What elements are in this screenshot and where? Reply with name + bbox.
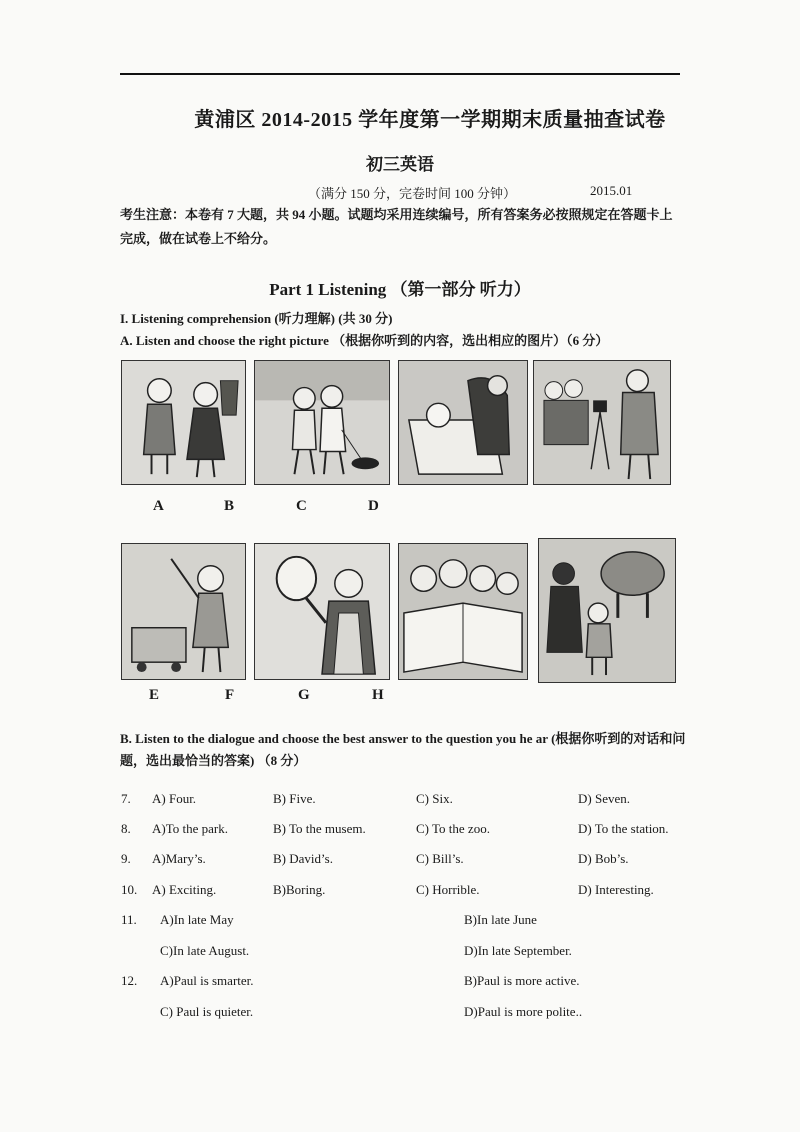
answer-option: D) Seven. — [578, 791, 630, 806]
picture-woman-with-pan — [254, 543, 390, 680]
answer-option: A) Exciting. — [152, 882, 217, 897]
answer-option: A) Four. — [152, 791, 197, 806]
answer-option: B) Five. — [273, 791, 316, 806]
answer-option: D) To the station. — [578, 821, 669, 836]
question-number: 7. — [121, 791, 131, 806]
picture-family-photo — [533, 360, 671, 485]
picture-couple-walking-dog — [254, 360, 390, 485]
picture-label-e: E — [149, 687, 160, 703]
picture-shopping-women — [121, 360, 246, 485]
exam-date: 2015.01 — [590, 183, 633, 198]
answer-option: B)In late June — [464, 912, 537, 927]
answer-option: A)To the park. — [152, 821, 228, 836]
answer-option: C) Bill’s. — [416, 851, 464, 866]
picture-elephant-zoo — [538, 538, 676, 683]
answer-option: B) To the musem. — [273, 821, 366, 836]
section-heading: I. Listening comprehension (听力理解) (共 30 分) — [120, 311, 393, 326]
question-number: 11. — [121, 912, 137, 927]
answer-option: A)Paul is smarter. — [160, 973, 254, 988]
picture-label-c: C — [296, 498, 307, 514]
question-number: 8. — [121, 821, 131, 836]
answer-option: C)In late August. — [160, 943, 250, 958]
answer-option: D)In late September. — [464, 943, 572, 958]
answer-option: D) Bob’s. — [578, 851, 629, 866]
section-a-instructions: A. Listen and choose the right picture （根据你听到的内容，选出相应的图片）（6 分） — [120, 333, 609, 348]
answer-option: C) Six. — [416, 791, 453, 806]
answer-option: A)Mary’s. — [152, 851, 206, 866]
answer-option: D) Interesting. — [578, 882, 654, 897]
picture-baby-in-cradle — [398, 360, 528, 485]
answer-option: A)In late May — [160, 912, 234, 927]
picture-label-g: G — [298, 687, 310, 703]
question-number: 10. — [121, 882, 138, 897]
top-rule — [120, 73, 680, 75]
part-heading: Part 1 Listening （第一部分 听力） — [269, 280, 531, 299]
score-note: （满分 150 分，完卷时间 100 分钟） — [308, 186, 517, 201]
picture-label-f: F — [225, 687, 235, 703]
picture-label-b: B — [224, 498, 235, 514]
picture-label-d: D — [368, 498, 379, 514]
answer-option: C) To the zoo. — [416, 821, 490, 836]
picture-family-reading — [398, 543, 528, 680]
answer-option: B) David’s. — [273, 851, 333, 866]
question-number: 12. — [121, 973, 138, 988]
picture-label-h: H — [372, 687, 384, 703]
exam-title: 黄浦区 2014-2015 学年度第一学期期末质量抽查试卷 — [194, 109, 666, 131]
picture-girl-with-cart — [121, 543, 246, 680]
answer-option: C) Paul is quieter. — [160, 1004, 254, 1019]
answer-option: B)Boring. — [273, 882, 326, 897]
exam-subtitle: 初三英语 — [366, 155, 434, 174]
answer-option: B)Paul is more active. — [464, 973, 580, 988]
candidate-notice: 考生注意：本卷有 7 大题，共 94 小题。试题均采用连续编号，所有答案务必按照规定在答题卡上完成，做在试卷上不给分。 — [120, 207, 673, 246]
picture-label-a: A — [153, 498, 164, 514]
answer-option: D)Paul is more polite.. — [464, 1004, 583, 1019]
section-b-instructions: B. Listen to the dialogue and choose the best answer to the question you he ar (根据你听到的对话和问题，选出最恰当的答案) （8 分） — [120, 731, 686, 768]
question-number: 9. — [121, 851, 131, 866]
answer-option: C) Horrible. — [416, 882, 480, 897]
